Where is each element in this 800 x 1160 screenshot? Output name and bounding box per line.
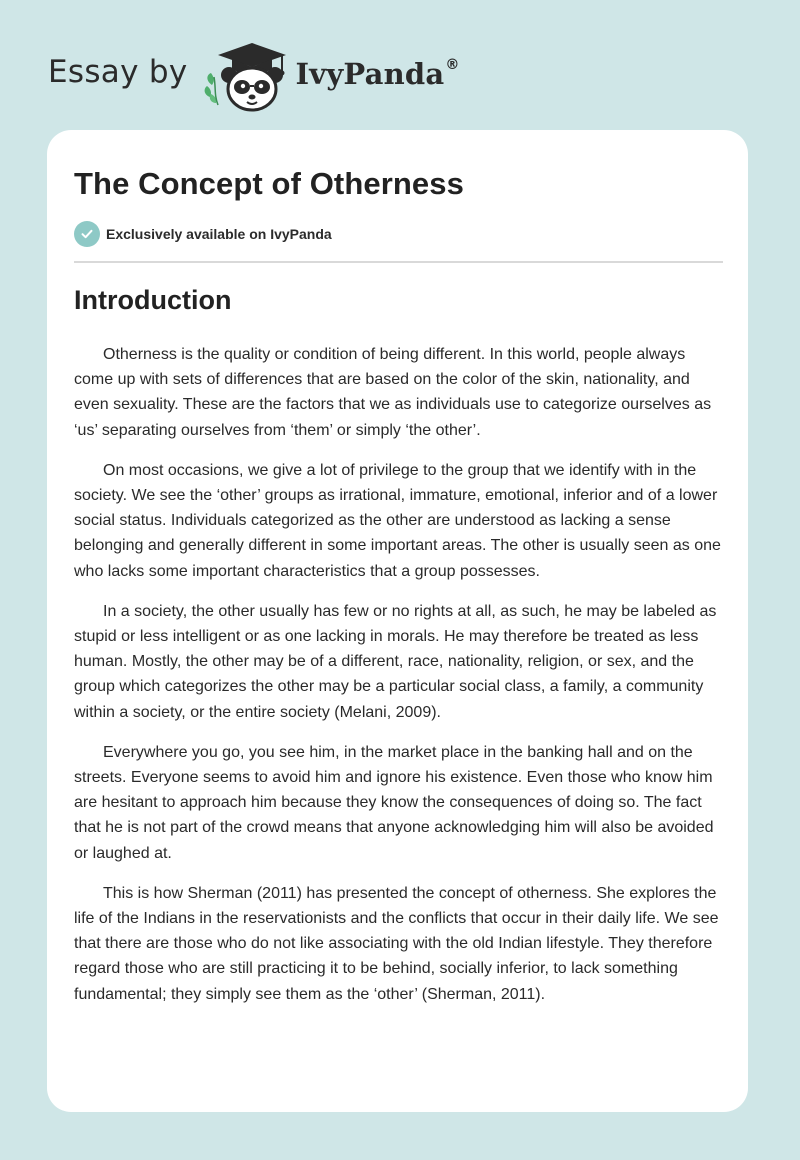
- paragraph: On most occasions, we give a lot of privilege to the group that we identify with in the society. We see the ‘other’ groups as irrational, immature, emotional, inferior and of a lower social status. Individuals categorized as the other are understood as lacking a sense belonging and generally different in some important areas. The other is usually seen as one who lacks some important characteristics that a group possesses.: [74, 461, 721, 580]
- registered-mark: ®: [445, 57, 460, 74]
- page-title: The Concept of Otherness: [74, 166, 464, 201]
- section-heading: Introduction: [74, 285, 232, 315]
- paragraph: Otherness is the quality or condition of being different. In this world, people always come up with sets of differences that are based on the color of the skin, nationality, and even sexuality. These are the factors that we as individuals use to categorize ourselves as ‘us’ separating ourselves from ‘them’ or simply ‘the other’.: [74, 346, 712, 439]
- exclusive-badge: [74, 221, 332, 247]
- check-circle-icon: [74, 221, 100, 247]
- essay-body: [74, 342, 726, 1022]
- title-divider: [74, 261, 723, 263]
- paragraph: This is how Sherman (2011) has presented the concept of otherness. She explores the life of the Indians in the reservationists and the conflicts that occur in their daily life. We see that there are those who do not like associating with the old Indian lifestyle. They therefore regard those who are still practicing it to be behind, socially inferior, to lack something fundamental; they simply see them as the ‘other’ (Sherman, 2011).: [74, 884, 719, 1003]
- essay-by-label: Essay by: [48, 54, 188, 90]
- essay-card: [47, 130, 748, 1112]
- panda-logo-icon: [202, 37, 294, 115]
- exclusive-badge-text: Exclusively available on IvyPanda: [106, 226, 332, 242]
- paragraph: Everywhere you go, you see him, in the market place in the banking hall and on the streets. Everyone seems to avoid him and ignore his existence. Even those who know him are hesitant to approach him because they know the consequences of doing so. The fact that he is not part of the crowd means that anyone acknowledging him will also be avoided or laughed at.: [74, 743, 714, 862]
- site-header: [48, 36, 488, 116]
- brand-name: IvyPanda®: [295, 57, 460, 91]
- ivypanda-logo-link[interactable]: [202, 37, 460, 115]
- paragraph: In a society, the other usually has few or no rights at all, as such, he may be labeled as stupid or less intelligent or as one lacking in morals. He may therefore be treated as less human. Mostly, the other may be of a different, race, nationality, religion, or sex, and the group which categorizes the other may be a particular social class, a family, a community within a society, or the entire society (Melani, 2009).: [74, 602, 717, 721]
